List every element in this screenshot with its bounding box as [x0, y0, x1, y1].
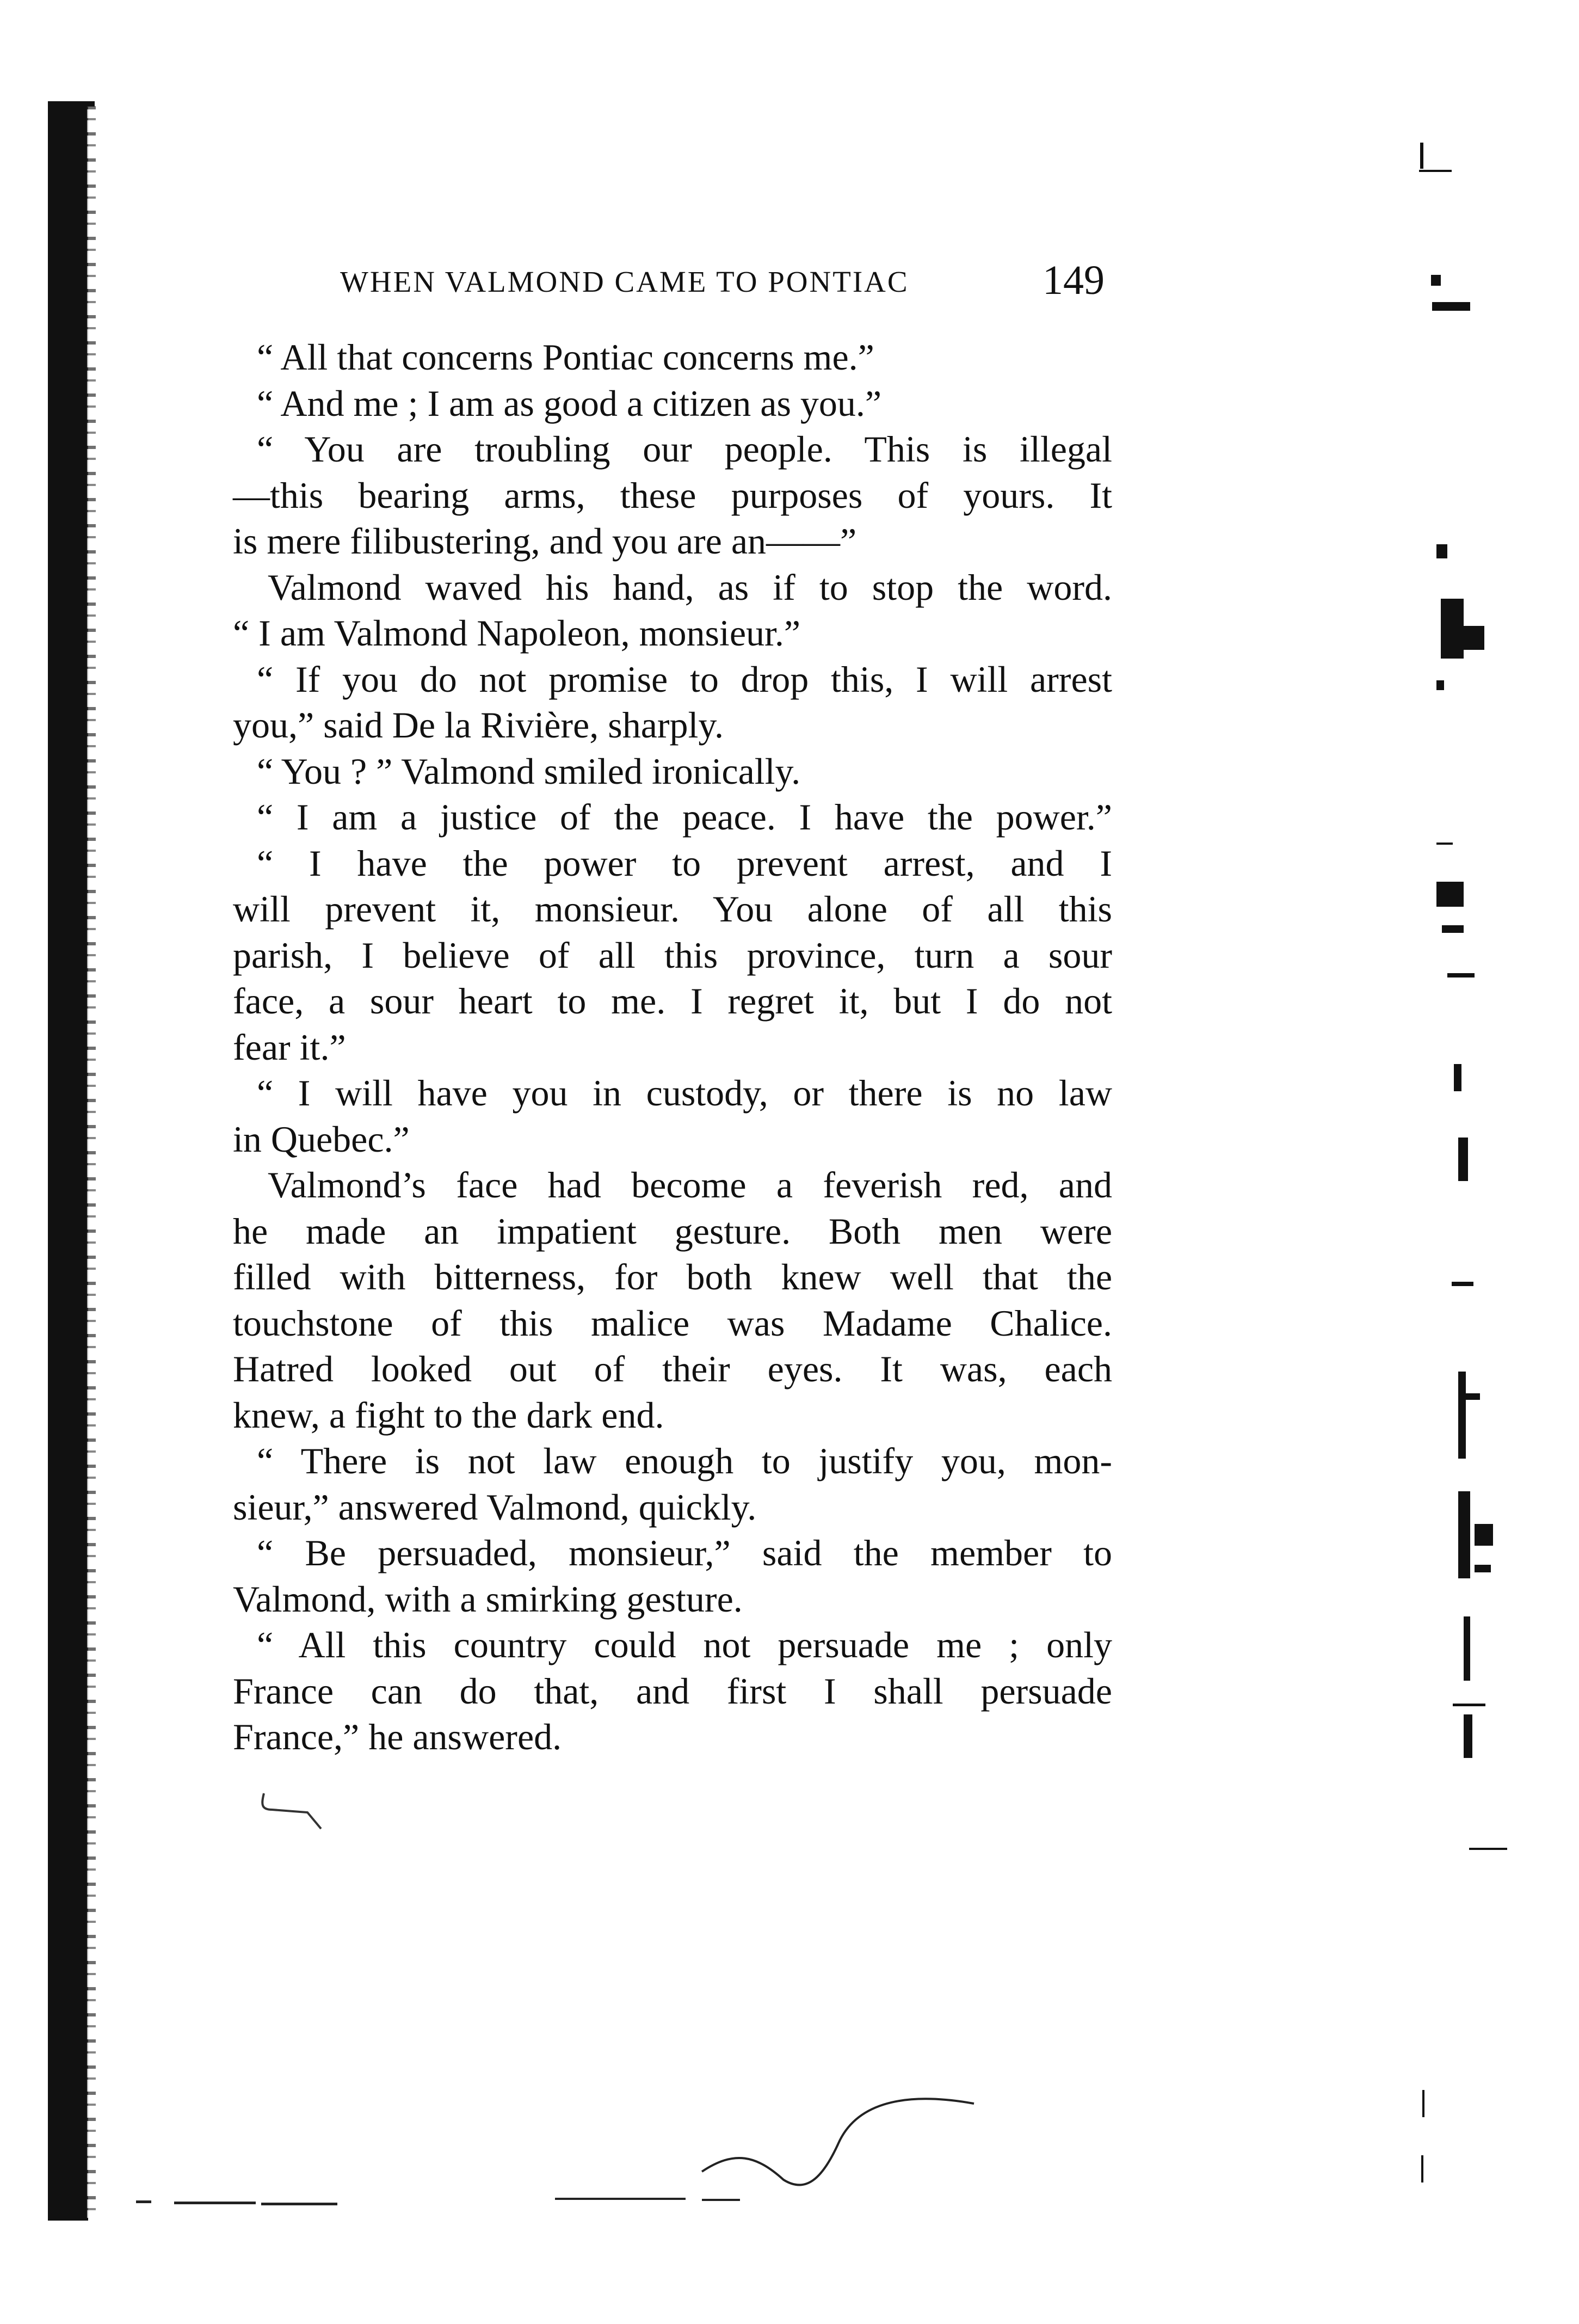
- scan-mark: [555, 2198, 686, 2200]
- page-number: 149: [1043, 257, 1105, 303]
- text-line: France,” he answered.: [233, 1716, 562, 1757]
- edge-fragment: [1419, 170, 1452, 172]
- text-line: he made an impatient gesture. Both men were: [233, 1210, 1112, 1252]
- edge-fragment: [1436, 882, 1464, 907]
- edge-fragment: [1441, 599, 1464, 659]
- text-line: fear it.”: [233, 1026, 346, 1068]
- edge-fragment: [1436, 544, 1447, 558]
- body-text: [233, 334, 1112, 1760]
- edge-fragment: [1464, 1616, 1470, 1681]
- edge-fragment: [1420, 143, 1423, 169]
- edge-fragment: [1475, 1565, 1491, 1572]
- edge-fragment: [1464, 1714, 1472, 1758]
- pen-mark: [256, 1788, 332, 1837]
- text-line: in Quebec.”: [233, 1118, 410, 1160]
- text-line: “ You are troubling our people. This is illegal: [257, 428, 1112, 470]
- binding-edge-texture: [87, 106, 96, 2218]
- text-line: “ Be persuaded, monsieur,” said the member to: [257, 1532, 1112, 1573]
- text-line: “ I will have you in custody, or there is no law: [257, 1072, 1112, 1114]
- edge-fragment: [1436, 680, 1444, 690]
- edge-fragment: [1458, 1372, 1466, 1459]
- text-line: face, a sour heart to me. I regret it, but I do not: [233, 980, 1112, 1022]
- running-head: [234, 257, 1105, 304]
- edge-fragment: [1436, 843, 1453, 845]
- edge-fragment: [1464, 626, 1484, 650]
- scan-mark: [261, 2203, 337, 2205]
- text-line: knew, a fight to the dark end.: [233, 1394, 664, 1436]
- text-line: sieur,” answered Valmond, quickly.: [233, 1486, 757, 1528]
- edge-fragment: [1458, 1138, 1468, 1181]
- edge-fragment: [1454, 1064, 1461, 1091]
- edge-fragment: [1422, 2090, 1424, 2117]
- text-line: Valmond’s face had become a feverish red, and: [268, 1164, 1112, 1206]
- edge-fragment: [1432, 302, 1470, 311]
- scan-mark: [174, 2202, 256, 2204]
- text-line: “ I am Valmond Napoleon, monsieur.”: [233, 612, 801, 654]
- text-line: Valmond waved his hand, as if to stop the word.: [268, 566, 1112, 608]
- edge-fragment: [1469, 1848, 1507, 1850]
- edge-fragment: [1442, 925, 1464, 933]
- text-line: “ I have the power to prevent arrest, and I: [257, 842, 1112, 884]
- text-line: will prevent it, monsieur. You alone of all this: [233, 888, 1112, 930]
- edge-fragment: [1466, 1393, 1480, 1400]
- text-line: “ You ? ” Valmond smiled ironically.: [257, 750, 801, 792]
- edge-fragment: [1475, 1524, 1493, 1546]
- text-line: you,” said De la Rivière, sharply.: [233, 704, 724, 746]
- edge-fragment: [1431, 275, 1441, 286]
- running-head-title: WHEN VALMOND CAME TO PONTIAC: [340, 265, 909, 298]
- text-line: touchstone of this malice was Madame Chalice.: [233, 1302, 1112, 1344]
- text-line: Hatred looked out of their eyes. It was, each: [233, 1348, 1112, 1390]
- text-line: is mere filibustering, and you are an——”: [233, 520, 857, 562]
- text-line: France can do that, and first I shall persuade: [233, 1670, 1112, 1712]
- text-line: Valmond, with a smirking gesture.: [233, 1578, 743, 1620]
- text-line: “ I am a justice of the peace. I have the power.”: [257, 796, 1112, 838]
- text-line: filled with bitterness, for both knew well that the: [233, 1256, 1112, 1298]
- text-line: parish, I believe of all this province, turn a sour: [233, 934, 1112, 976]
- edge-fragment: [1447, 973, 1475, 977]
- text-line: “ All this country could not persuade me ; only: [257, 1624, 1112, 1665]
- pen-squiggle: [691, 2063, 985, 2204]
- text-line: “ And me ; I am as good a citizen as you.”: [257, 382, 882, 424]
- edge-fragment: [1458, 1491, 1470, 1578]
- scan-mark: [136, 2200, 151, 2203]
- text-line: —this bearing arms, these purposes of yours. It: [233, 474, 1112, 516]
- text-line: “ All that concerns Pontiac concerns me.”: [257, 336, 874, 378]
- edge-fragment: [1452, 1282, 1473, 1286]
- text-line: “ If you do not promise to drop this, I will arrest: [257, 658, 1112, 700]
- text-line: “ There is not law enough to justify you, mon-: [257, 1440, 1112, 1481]
- binding-shadow: [48, 103, 88, 2221]
- edge-fragment: [1421, 2155, 1423, 2182]
- edge-fragment: [1453, 1704, 1485, 1706]
